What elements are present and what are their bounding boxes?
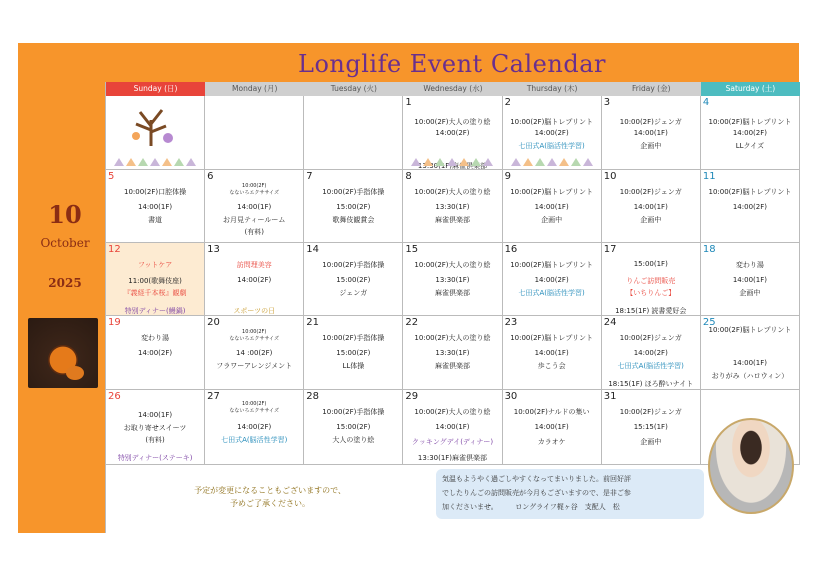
calendar-day-cell	[701, 170, 800, 243]
event-line: LLクイズ	[735, 142, 765, 150]
event-line: 歩こう会	[537, 362, 566, 370]
event-line: 14:00(1F)	[138, 411, 173, 419]
event-line: LL体操	[342, 362, 365, 370]
calendar-day-cell	[602, 316, 701, 390]
year: 2025	[48, 276, 82, 290]
decor-triangle	[150, 158, 160, 166]
calendar-day-cell	[205, 170, 304, 243]
calendar-day-cell	[205, 96, 304, 170]
calendar-day-cell	[503, 96, 602, 170]
decor-triangle	[447, 158, 457, 166]
day-number: 24	[603, 317, 617, 328]
event-line: 麻雀倶楽部	[434, 362, 470, 370]
event-line: 13:30(1F)	[435, 276, 470, 284]
day-header: Friday (金)	[602, 82, 701, 96]
day-number: 10	[603, 171, 617, 182]
event-line: 14:00(1F)	[534, 203, 569, 211]
calendar-day-cell	[701, 96, 800, 170]
event-line: 企画中	[739, 289, 761, 297]
event-line: 14:00(1F)	[732, 359, 767, 367]
decor-triangle	[435, 158, 445, 166]
calendar-day-cell	[503, 243, 602, 316]
calendar-day-cell	[602, 170, 701, 243]
event-line: 大人の塗り絵	[332, 436, 375, 444]
event-line: 10:00(2F)脳トレプリント	[708, 188, 792, 196]
event-line: 14 :00(2F)	[236, 349, 273, 357]
event-line: 変わり湯	[141, 334, 170, 342]
calendar-day-cell	[106, 170, 205, 243]
decor-triangle	[459, 158, 469, 166]
decor-triangle	[162, 158, 172, 166]
manager-message	[436, 469, 704, 519]
event-line: 14:00(1F)	[138, 203, 173, 211]
decor-triangle	[511, 158, 521, 166]
event-line: 10:00(2F)ナルドの集い	[513, 408, 590, 416]
decor-triangle	[114, 158, 124, 166]
event-line: おりがみ（ハロウィン）	[711, 372, 789, 380]
calendar-day-cell	[403, 316, 502, 390]
event-line: お月見ティールーム	[223, 216, 286, 224]
calendar-day-cell	[602, 96, 701, 170]
day-number: 25	[702, 317, 716, 328]
event-line: 企画中	[640, 216, 662, 224]
event-line: 13:30(1F)麻雀倶楽部	[417, 162, 488, 170]
event-line: 七田式A(脳活性学習)	[221, 436, 288, 444]
event-line: 14:00(1F)	[237, 203, 272, 211]
event-line: 18:15(1F) ほろ酔いナイト	[608, 380, 694, 388]
event-line: 『義経千本桜』観劇	[123, 289, 187, 297]
event-line: 11:00(歌舞伎座)	[128, 277, 182, 285]
day-number: 31	[603, 391, 617, 402]
event-line: 14:00(1F)	[435, 423, 470, 431]
day-number: 27	[207, 391, 220, 402]
event-line: (有料)	[145, 436, 165, 444]
day-number: 29	[405, 391, 419, 402]
day-number: 8	[405, 171, 412, 182]
calendar-day-cell	[106, 390, 205, 465]
calendar-day-cell	[106, 243, 205, 316]
calendar-day-cell	[205, 243, 304, 316]
day-number: 28	[306, 391, 320, 402]
day-number: 11	[702, 171, 716, 182]
event-line: 【いちりんご】	[626, 289, 676, 297]
day-number: 30	[504, 391, 518, 402]
decor-triangle	[174, 158, 184, 166]
event-line: 特別ディナー(鰻鍋)	[124, 307, 186, 315]
event-line: 10:00(2F)	[242, 183, 267, 189]
calendar-day-cell	[304, 390, 403, 465]
event-line: 麻雀倶楽部	[434, 216, 470, 224]
calendar-day-cell	[602, 390, 701, 465]
day-header: Wednesday (水)	[403, 82, 502, 96]
decor-triangle	[523, 158, 533, 166]
decor-triangle	[138, 158, 148, 166]
calendar-day-cell	[503, 316, 602, 390]
event-line: 10:00(2F)手指体操	[322, 408, 385, 416]
day-number: 9	[504, 171, 511, 182]
event-line: りんご訪問販売	[626, 277, 676, 285]
event-line: 10:00(2F)脳トレプリント	[510, 334, 594, 342]
event-line: 10:00(2F)ジェンガ	[619, 118, 682, 126]
day-number: 6	[207, 171, 214, 182]
day-number: 4	[702, 97, 710, 108]
decor-triangle	[571, 158, 581, 166]
event-line: 10:00(2F)大人の塗り絵	[414, 334, 491, 342]
event-line: 14:00(2F)	[435, 129, 470, 137]
day-number: 3	[603, 97, 611, 108]
event-line: 15:15(1F)	[633, 423, 668, 431]
calendar-day-cell	[403, 390, 502, 465]
calendar-day-cell	[602, 243, 701, 316]
day-number: 19	[108, 317, 121, 328]
event-line: 企画中	[640, 142, 662, 150]
day-number: 22	[405, 317, 419, 328]
decor-triangle	[471, 158, 481, 166]
decor-triangle	[423, 158, 433, 166]
event-line: 訪問理美容	[236, 261, 272, 269]
event-line: クッキングデイ(ディナー)	[411, 438, 494, 446]
calendar-grid	[105, 82, 799, 465]
calendar-day-cell	[106, 316, 205, 390]
event-line: お取り寄せスイーツ	[123, 424, 187, 432]
calendar-day-cell	[503, 390, 602, 465]
event-line: 七田式A(脳活性学習)	[518, 142, 585, 150]
event-line: 13:30(1F)	[435, 203, 470, 211]
event-line: 14:00(2F)	[633, 349, 668, 357]
manager-portrait	[708, 418, 794, 514]
calendar-day-cell	[403, 243, 502, 316]
day-number: 23	[504, 317, 518, 328]
event-line: なないろエクササイズ	[229, 408, 280, 414]
note-line-2: 予めご了承ください。	[230, 499, 310, 508]
event-line: 14:00(1F)	[534, 423, 569, 431]
event-line: 10:00(2F)ジェンガ	[619, 188, 682, 196]
event-line: 特別ディナー(ステーキ)	[117, 454, 193, 462]
event-line: 麻雀倶楽部	[434, 289, 470, 297]
calendar-day-cell	[503, 170, 602, 243]
day-header: Tuesday (火)	[304, 82, 403, 96]
calendar-day-cell	[304, 96, 403, 170]
event-line: 10:00(2F)大人の塗り絵	[414, 118, 491, 126]
day-header: Sunday (日)	[106, 82, 205, 96]
day-header: Monday (月)	[205, 82, 304, 96]
message-line-1: 気温もようやく過ごしやすくなってまいりました。前回好評	[442, 475, 631, 483]
schedule-note	[150, 484, 390, 510]
event-line: 10:00(2F)手指体操	[322, 261, 385, 269]
event-line: 10:00(2F)脳トレプリント	[708, 118, 792, 126]
event-line: 14:00(2F)	[732, 203, 767, 211]
day-header: Thursday (木)	[503, 82, 602, 96]
event-line: 14:00(2F)	[237, 276, 272, 284]
event-line: 14:00(1F)	[633, 129, 668, 137]
event-line: 10:00(2F)ジェンガ	[619, 334, 682, 342]
decor-triangle	[535, 158, 545, 166]
calendar-title: Longlife Event Calendar	[298, 50, 606, 78]
event-line: 10:00(2F)大人の塗り絵	[414, 408, 491, 416]
event-line: 10:00(2F)脳トレプリント	[510, 188, 594, 196]
event-line: 10:00(2F)大人の塗り絵	[414, 188, 491, 196]
event-line: 10:00(2F)脳トレプリント	[510, 261, 594, 269]
message-line-3: 加くださいませ。 ロングライフ梶ヶ谷 支配人 松	[442, 503, 620, 511]
day-number: 13	[207, 244, 220, 255]
event-line: 10:00(2F)脳トレプリント	[708, 326, 792, 334]
day-number: 26	[108, 391, 121, 402]
event-line: フットケア	[137, 261, 173, 269]
day-number: 7	[306, 171, 313, 182]
event-line: なないろエクササイズ	[229, 190, 280, 196]
day-number: 21	[306, 317, 320, 328]
event-line: 14:00(1F)	[534, 349, 569, 357]
day-header: Saturday (土)	[701, 82, 800, 96]
event-line: 14:00(2F)	[534, 129, 569, 137]
event-line: 七田式A(脳活性学習)	[617, 362, 684, 370]
day-number: 14	[306, 244, 320, 255]
day-number: 12	[108, 244, 121, 255]
event-line: 10:00(2F)大人の塗り絵	[414, 261, 491, 269]
day-number: 16	[504, 244, 518, 255]
note-line-1: 予定が変更になることもございますので、	[194, 486, 346, 495]
event-line: 14:00(1F)	[633, 203, 668, 211]
day-number: 15	[405, 244, 419, 255]
message-line-2: でしたりんごの訪問販売が今月もございますので、是非ご参	[442, 489, 631, 497]
pumpkin-photo	[28, 318, 98, 388]
event-line: 13:30(1F)麻雀倶楽部	[417, 454, 488, 462]
month-name: October	[40, 236, 90, 250]
event-line: 10:00(2F)脳トレプリント	[510, 118, 594, 126]
calendar-day-cell	[304, 243, 403, 316]
day-number: 2	[504, 97, 511, 108]
event-line: 10:00(2F)	[242, 329, 267, 335]
event-line: 10:00(2F)手指体操	[322, 334, 385, 342]
event-line: 企画中	[640, 438, 662, 446]
calendar-day-cell	[701, 243, 800, 316]
calendar-day-cell	[205, 390, 304, 465]
event-line: 14:00(2F)	[138, 349, 173, 357]
decor-triangle	[583, 158, 593, 166]
calendar-day-cell	[205, 316, 304, 390]
event-line: 変わり湯	[735, 261, 764, 269]
event-line: フラワーアレンジメント	[216, 362, 293, 370]
event-line: 10:00(2F)	[242, 401, 267, 407]
event-line: 書道	[148, 216, 163, 224]
event-line: 10:00(2F)ジェンガ	[619, 408, 682, 416]
calendar-day-cell	[304, 170, 403, 243]
event-line: 15:00(2F)	[336, 349, 371, 357]
event-line: なないろエクササイズ	[229, 336, 280, 342]
event-line: 14:00(2F)	[534, 276, 569, 284]
event-line: 企画中	[541, 216, 563, 224]
event-line: ジェンガ	[339, 289, 368, 297]
event-line: 歌舞伎観賞会	[332, 216, 375, 224]
event-line: 10:00(2F)手指体操	[322, 188, 385, 196]
event-line: (有料)	[244, 228, 264, 236]
event-line: 15:00(2F)	[336, 423, 371, 431]
event-line: 15:00(2F)	[336, 276, 371, 284]
decor-triangle	[126, 158, 136, 166]
calendar-day-cell	[403, 170, 502, 243]
event-line: 14:00(2F)	[237, 423, 272, 431]
decor-triangle	[186, 158, 196, 166]
event-line: 14:00(1F)	[732, 276, 767, 284]
decor-triangle	[547, 158, 557, 166]
calendar-day-cell	[304, 316, 403, 390]
decor-triangle	[411, 158, 421, 166]
event-line: スポーツの日	[233, 307, 276, 315]
event-line: 10:00(2F)口腔体操	[124, 188, 187, 196]
calendar-day-cell	[701, 316, 800, 390]
day-number: 18	[702, 244, 716, 255]
event-line: 14:00(2F)	[732, 129, 767, 137]
day-number: 5	[108, 171, 115, 182]
day-number: 17	[603, 244, 617, 255]
calendar-day-cell	[403, 96, 502, 170]
event-line: 七田式A(脳活性学習)	[518, 289, 585, 297]
event-line: 15:00(2F)	[336, 203, 371, 211]
day-number: 1	[405, 97, 412, 108]
decor-triangle	[559, 158, 569, 166]
decor-triangle	[483, 158, 493, 166]
day-number: 20	[207, 317, 220, 328]
month-number: 10	[48, 200, 82, 229]
halloween-tree-icon	[126, 102, 176, 147]
event-line: 13:30(1F)	[435, 349, 470, 357]
event-line: カラオケ	[537, 438, 566, 446]
event-line: 15:00(1F)	[633, 260, 668, 268]
event-line: 18:15(1F) 読書愛好会	[615, 307, 687, 315]
